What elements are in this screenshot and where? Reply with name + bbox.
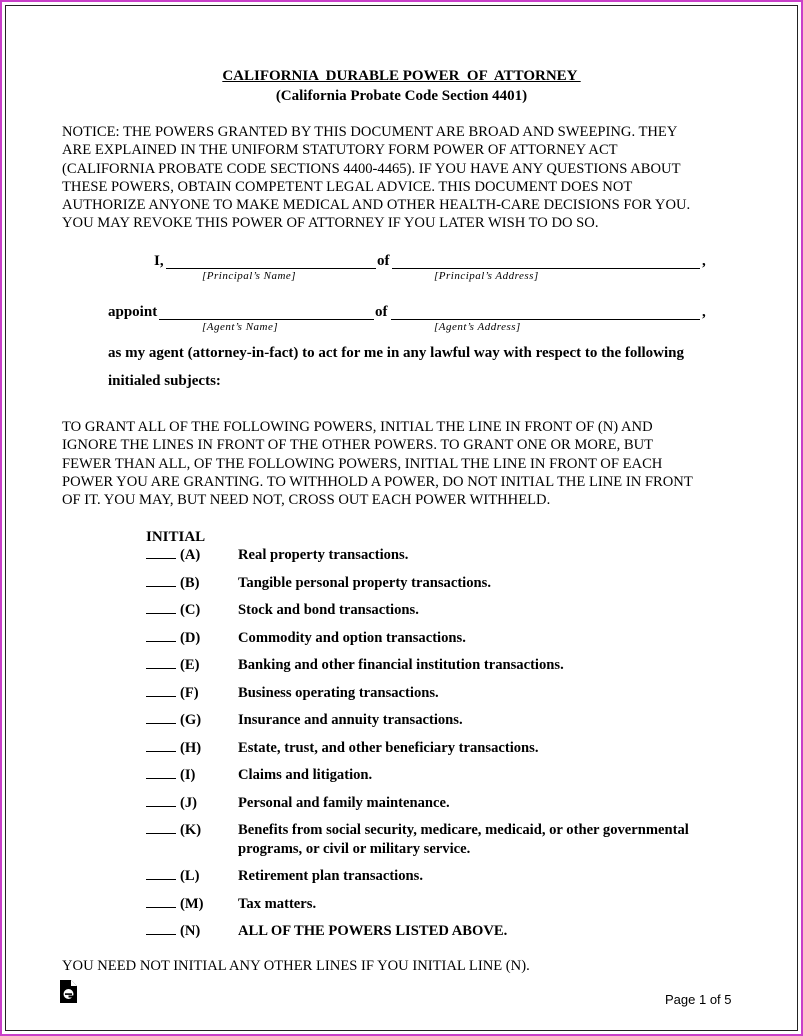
notice-paragraph: [62, 123, 742, 233]
instruction-line: IGNORE THE LINES IN FRONT OF THE OTHER POWERS. TO GRANT ONE OR MORE, BUT: [62, 437, 654, 454]
initial-field[interactable]: [146, 822, 176, 834]
notice-line: NOTICE: THE POWERS GRANTED BY THIS DOCUMENT ARE BROAD AND SWEEPING. THEY: [62, 124, 678, 140]
power-code: (F): [180, 685, 199, 701]
power-code: (D): [180, 630, 201, 646]
power-code: (M): [180, 896, 204, 912]
power-item: [146, 895, 317, 914]
agent-statement-line: initialed subjects:: [108, 373, 221, 389]
power-description: Stock and bond transactions.: [238, 602, 419, 618]
power-description: Business operating transactions.: [238, 685, 439, 701]
power-code: (N): [180, 923, 201, 939]
power-description: Insurance and annuity transactions.: [238, 712, 463, 728]
initial-field[interactable]: [146, 868, 176, 880]
power-item: [146, 546, 409, 565]
initial-heading: INITIAL: [146, 529, 206, 545]
initial-field[interactable]: [146, 795, 176, 807]
power-code: (E): [180, 657, 200, 673]
instruction-line: TO GRANT ALL OF THE FOLLOWING POWERS, INITIAL THE LINE IN FRONT OF (N) AND: [62, 419, 653, 435]
agent-address-caption: [Agent’s Address]: [434, 321, 521, 333]
instruction-line: OF IT. YOU MAY, BUT NEED NOT, CROSS OUT EACH POWER WITHHELD.: [62, 492, 551, 509]
initial-field[interactable]: [146, 923, 176, 935]
notice-line: AUTHORIZE ANYONE TO MAKE MEDICAL AND OTHER HEALTH-CARE DECISIONS FOR YOU.: [62, 197, 691, 214]
initial-field[interactable]: [146, 547, 176, 559]
power-code: (K): [180, 822, 202, 838]
power-code: (H): [180, 740, 202, 756]
power-description: Claims and litigation.: [238, 767, 373, 783]
agent-comma: ,: [702, 304, 706, 320]
notice-line: THESE POWERS, OBTAIN COMPETENT LEGAL ADVICE. THIS DOCUMENT DOES NOT: [62, 178, 633, 195]
principal-address-caption: [Principal’s Address]: [434, 270, 539, 282]
power-code: (C): [180, 602, 201, 618]
power-description: Tangible personal property transactions.: [238, 575, 491, 591]
power-item: [146, 684, 439, 703]
power-item: [146, 739, 539, 758]
power-item: [146, 766, 373, 785]
power-item: [146, 629, 466, 648]
instruction-paragraph: [62, 418, 742, 509]
power-description: Personal and family maintenance.: [238, 795, 450, 811]
power-item: [146, 794, 450, 813]
document-title: CALIFORNIA DURABLE POWER OF ATTORNEY: [222, 68, 581, 84]
eforms-logo-icon: [59, 980, 77, 1003]
power-item: [146, 601, 419, 620]
notice-line: YOU MAY REVOKE THIS POWER OF ATTORNEY IF YOU LATER WISH TO DO SO.: [62, 215, 599, 232]
initial-field[interactable]: [146, 767, 176, 779]
page-number: Page 1 of 5: [665, 992, 732, 1007]
power-item: [146, 711, 463, 730]
initial-field[interactable]: [146, 575, 176, 587]
principal-prefix: I,: [154, 253, 164, 269]
agent-name-field[interactable]: [159, 319, 374, 320]
initial-field[interactable]: [146, 685, 176, 697]
power-item: [146, 867, 423, 886]
principal-of-label: of: [377, 253, 390, 269]
principal-comma: ,: [702, 253, 706, 269]
initial-field[interactable]: [146, 712, 176, 724]
power-description: Real property transactions.: [238, 547, 409, 563]
power-description-line: programs, or civil or military service.: [238, 841, 471, 857]
power-item: [146, 574, 491, 593]
power-code: (B): [180, 575, 200, 591]
principal-name-caption: [Principal’s Name]: [202, 270, 297, 282]
power-item: [146, 821, 689, 857]
document-subtitle: (California Probate Code Section 4401): [275, 88, 528, 104]
notice-line: ARE EXPLAINED IN THE UNIFORM STATUTORY FORM POWER OF ATTORNEY ACT: [62, 142, 618, 159]
power-description-line: Benefits from social security, medicare, medicaid, or other governmental: [238, 822, 689, 838]
power-code: (I): [180, 767, 196, 783]
initial-field[interactable]: [146, 657, 176, 669]
agent-statement-line: as my agent (attorney-in-fact) to act for me in any lawful way with respect to the following: [108, 345, 685, 361]
initial-field[interactable]: [146, 630, 176, 642]
notice-line: (CALIFORNIA PROBATE CODE SECTIONS 4400-4465). IF YOU HAVE ANY QUESTIONS ABOUT: [62, 160, 681, 177]
power-description: Estate, trust, and other beneficiary transactions.: [238, 740, 539, 756]
initial-field[interactable]: [146, 896, 176, 908]
principal-name-field[interactable]: [166, 268, 376, 269]
instruction-line: POWER YOU ARE GRANTING. TO WITHHOLD A POWER, DO NOT INITIAL THE LINE IN FRONT: [62, 473, 693, 490]
principal-address-field[interactable]: [392, 268, 700, 269]
power-item: [146, 922, 508, 941]
power-code: (J): [180, 795, 198, 811]
agent-of-label: of: [375, 304, 388, 320]
power-description: Banking and other financial institution transactions.: [238, 657, 564, 673]
power-item: [146, 656, 564, 675]
footnote: YOU NEED NOT INITIAL ANY OTHER LINES IF YOU INITIAL LINE (N).: [62, 958, 530, 974]
power-code: (A): [180, 547, 201, 563]
power-description: [238, 821, 738, 859]
power-code: (L): [180, 868, 200, 884]
initial-field[interactable]: [146, 740, 176, 752]
agent-address-field[interactable]: [391, 319, 700, 320]
power-description: Commodity and option transactions.: [238, 630, 466, 646]
agent-name-caption: [Agent’s Name]: [202, 321, 279, 333]
power-description: Tax matters.: [238, 896, 317, 912]
power-description: Retirement plan transactions.: [238, 868, 423, 884]
agent-prefix: appoint: [108, 304, 158, 320]
power-description: ALL OF THE POWERS LISTED ABOVE.: [238, 923, 508, 939]
power-code: (G): [180, 712, 202, 728]
instruction-line: FEWER THAN ALL, OF THE FOLLOWING POWERS, INITIAL THE LINE IN FRONT OF EACH: [62, 455, 663, 472]
initial-field[interactable]: [146, 602, 176, 614]
